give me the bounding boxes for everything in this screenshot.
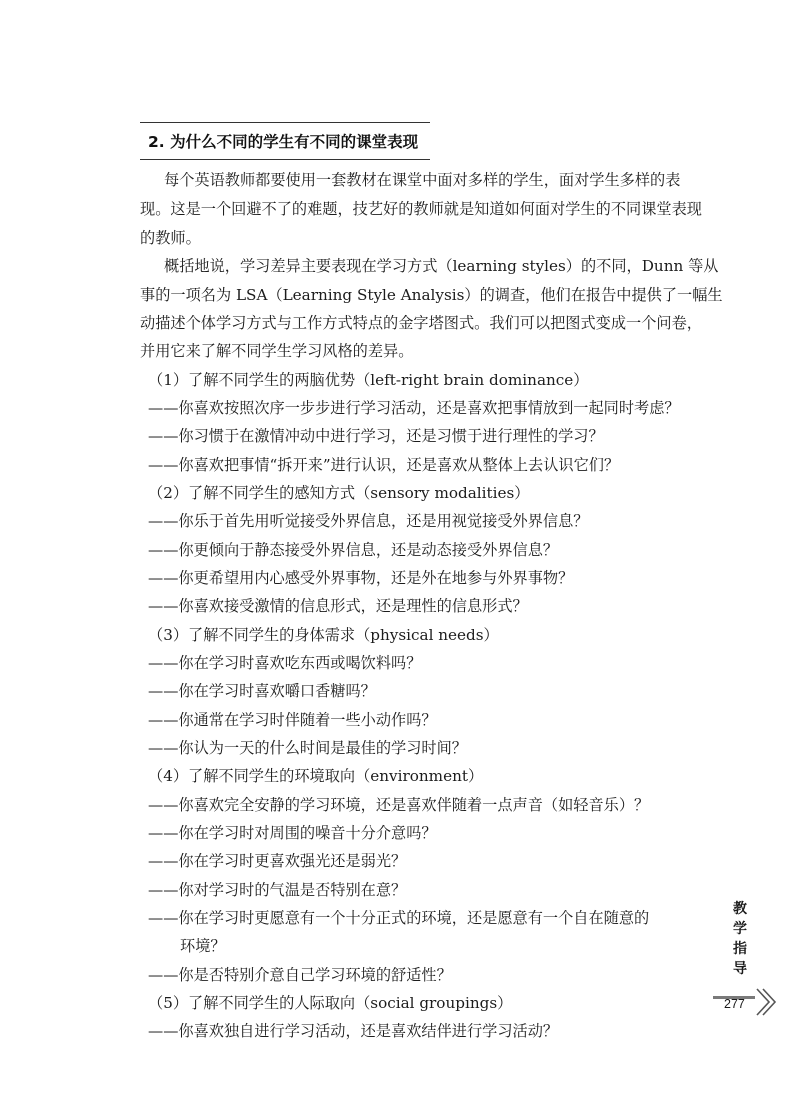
text-line: 概括地说，学习差异主要表现在学习方式（learning styles）的不同，Dunn 等从 xyxy=(164,257,719,275)
question-item: ——你在学习时更愿意有一个十分正式的环境，还是愿意有一个自在随意的 xyxy=(148,909,650,927)
text-line: 并用它来了解不同学生学习风格的差异。 xyxy=(140,342,414,360)
question-item: ——你是否特别介意自己学习环境的舒适性？ xyxy=(148,966,452,984)
question-item: ——你在学习时喜欢嚼口香糖吗？ xyxy=(148,682,376,700)
section-heading-box xyxy=(140,122,430,160)
side-label-char: 指 xyxy=(733,941,747,957)
question-item: ——你喜欢按照次序一步步进行学习活动，还是喜欢把事情放到一起同时考虑？ xyxy=(148,399,680,417)
page-number: 277 xyxy=(724,997,745,1011)
question-item: ——你在学习时更喜欢强光还是弱光？ xyxy=(148,852,407,870)
list-heading: （2）了解不同学生的感知方式（sensory modalities） xyxy=(148,484,530,502)
section-heading: 2. 为什么不同的学生有不同的课堂表现 xyxy=(148,133,419,151)
question-item: ——你在学习时对周围的噪音十分介意吗？ xyxy=(148,824,437,842)
list-heading: （3）了解不同学生的身体需求（physical needs） xyxy=(148,626,499,644)
question-item: ——你习惯于在激情冲动中进行学习，还是习惯于进行理性的学习？ xyxy=(148,427,604,445)
question-item: ——你乐于首先用听觉接受外界信息，还是用视觉接受外界信息？ xyxy=(148,512,589,530)
question-item: ——你更倾向于静态接受外界信息，还是动态接受外界信息？ xyxy=(148,541,559,559)
side-label-char: 导 xyxy=(733,961,747,977)
side-label-char: 教 xyxy=(733,901,747,917)
text-line: 的教师。 xyxy=(140,229,201,247)
question-item-continuation: 环境？ xyxy=(180,937,226,955)
list-heading: （5）了解不同学生的人际取向（social groupings） xyxy=(148,994,513,1012)
text-line: 动描述个体学习方式与工作方式特点的金字塔图式。我们可以把图式变成一个问卷， xyxy=(140,314,702,332)
text-line: 每个英语教师都要使用一套教材在课堂中面对多样的学生，面对学生多样的表 xyxy=(164,171,681,189)
question-item: ——你喜欢独自进行学习活动，还是喜欢结伴进行学习活动？ xyxy=(148,1022,559,1040)
question-item: ——你喜欢把事情“拆开来”进行认识，还是喜欢从整体上去认识它们？ xyxy=(148,456,620,474)
question-item: ——你喜欢接受激情的信息形式，还是理性的信息形式？ xyxy=(148,597,528,615)
question-item: ——你更希望用内心感受外界事物，还是外在地参与外界事物？ xyxy=(148,569,574,587)
question-item: ——你喜欢完全安静的学习环境，还是喜欢伴随着一点声音（如轻音乐）？ xyxy=(148,796,650,814)
list-heading: （4）了解不同学生的环境取向（environment） xyxy=(148,767,484,785)
text-line: 事的一项名为 LSA（Learning Style Analysis）的调查，他们在报告中提供了一幅生 xyxy=(140,286,723,304)
page-arrow-icon xyxy=(713,988,777,1022)
question-item: ——你通常在学习时伴随着一些小动作吗？ xyxy=(148,711,437,729)
list-heading: （1）了解不同学生的两脑优势（left-right brain dominance） xyxy=(148,371,589,389)
question-item: ——你在学习时喜欢吃东西或喝饮料吗？ xyxy=(148,654,422,672)
question-item: ——你认为一天的什么时间是最佳的学习时间？ xyxy=(148,739,467,757)
text-line: 现。这是一个回避不了的难题，技艺好的教师就是知道如何面对学生的不同课堂表现 xyxy=(140,200,702,218)
question-item: ——你对学习时的气温是否特别在意？ xyxy=(148,881,407,899)
side-label-char: 学 xyxy=(733,921,747,937)
